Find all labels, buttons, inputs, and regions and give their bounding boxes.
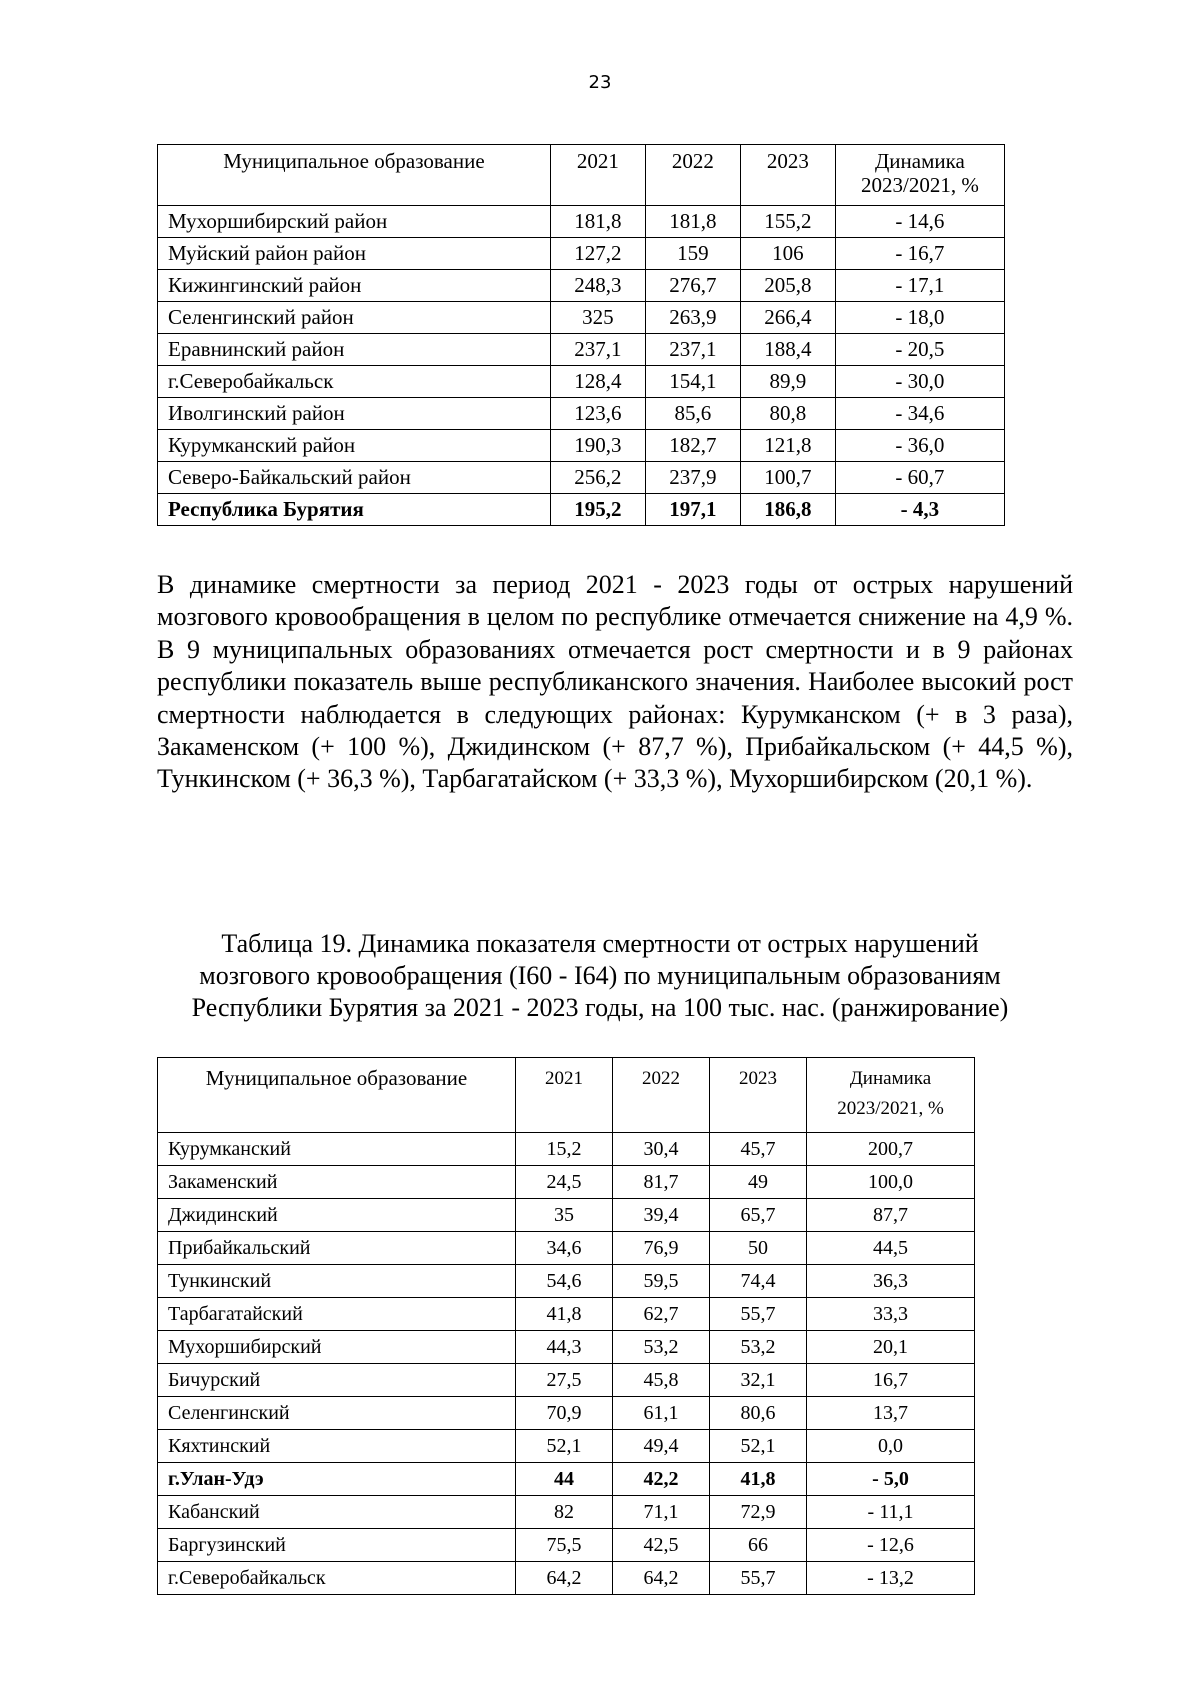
cell-value: 74,4 xyxy=(710,1265,807,1298)
cell-municipality: Мухоршибирский xyxy=(158,1331,516,1364)
cell-value: 190,3 xyxy=(550,430,645,462)
cell-dynamics: - 16,7 xyxy=(835,238,1004,270)
cell-value: 34,6 xyxy=(516,1232,613,1265)
cell-municipality: Еравнинский район xyxy=(158,334,551,366)
cell-value: 50 xyxy=(710,1232,807,1265)
header-dynamics xyxy=(835,145,1004,206)
cell-dynamics: - 18,0 xyxy=(835,302,1004,334)
cell-municipality: Селенгинский район xyxy=(158,302,551,334)
cell-value: 237,9 xyxy=(645,462,740,494)
cell-value: 72,9 xyxy=(710,1496,807,1529)
cell-dynamics: - 36,0 xyxy=(835,430,1004,462)
cell-municipality: Кижингинский район xyxy=(158,270,551,302)
cell-value: 276,7 xyxy=(645,270,740,302)
caption-line-3: Республики Бурятия за 2021 - 2023 годы, на 100 тыс. нас. (ранжирование) xyxy=(191,993,1009,1022)
header-dynamics-line2: 2023/2021, % xyxy=(837,1098,944,1120)
cell-value: 70,9 xyxy=(516,1397,613,1430)
cell-value: 127,2 xyxy=(550,238,645,270)
cell-value: 89,9 xyxy=(740,366,835,398)
cell-dynamics: 13,7 xyxy=(807,1397,975,1430)
cell-value: 80,8 xyxy=(740,398,835,430)
cell-value: 155,2 xyxy=(740,206,835,238)
cell-dynamics: - 13,2 xyxy=(807,1562,975,1595)
cell-value: 39,4 xyxy=(613,1199,710,1232)
cell-municipality: Северо-Байкальский район xyxy=(158,462,551,494)
page-number: 23 xyxy=(588,72,612,93)
table-row xyxy=(158,1463,975,1496)
cell-value: 85,6 xyxy=(645,398,740,430)
cell-dynamics: 16,7 xyxy=(807,1364,975,1397)
table-header-row xyxy=(158,1058,975,1133)
cell-municipality: г.Улан-Удэ xyxy=(158,1463,516,1496)
cell-value: 266,4 xyxy=(740,302,835,334)
header-2023: 2023 xyxy=(740,145,835,206)
cell-dynamics: 87,7 xyxy=(807,1199,975,1232)
cell-value: 54,6 xyxy=(516,1265,613,1298)
header-2021: 2021 xyxy=(516,1058,613,1133)
cell-municipality: Курумканский xyxy=(158,1133,516,1166)
cell-value: 80,6 xyxy=(710,1397,807,1430)
table-row xyxy=(158,1496,975,1529)
header-dynamics-line2: 2023/2021, % xyxy=(860,173,979,198)
header-dynamics xyxy=(807,1058,975,1133)
cell-value: 55,7 xyxy=(710,1562,807,1595)
cell-municipality: Мухоршибирский район xyxy=(158,206,551,238)
cell-dynamics: - 20,5 xyxy=(835,334,1004,366)
cell-value: 248,3 xyxy=(550,270,645,302)
table-header-row xyxy=(158,145,1005,206)
cell-value: 197,1 xyxy=(645,494,740,526)
cell-value: 181,8 xyxy=(550,206,645,238)
cell-value: 186,8 xyxy=(740,494,835,526)
cell-value: 75,5 xyxy=(516,1529,613,1562)
cell-value: 65,7 xyxy=(710,1199,807,1232)
cell-value: 45,7 xyxy=(710,1133,807,1166)
cell-municipality: Тункинский xyxy=(158,1265,516,1298)
header-municipality: Муниципальное образование xyxy=(158,1058,516,1133)
body-paragraph: В динамике смертности за период 2021 - 2023 годы от острых нарушений мозгового кровообращения в целом по республике отмечается снижение на 4,9 %. В 9 муниципальных образованиях отмечается рост смертности и в 9 районах республики показатель выше республиканского значения. Наиболее высокий рост смертности наблюдается в следующих районах: Курумканском (+ в 3 раза), Закаменском (+ 100 %), Джидинском (+ 87,7 %), Прибайкальском (+ 44,5 %), Тункинском (+ 36,3 %), Тарбагатайском (+ 33,3 %), Мухоршибирском (20,1 %). xyxy=(157,570,1073,794)
cell-dynamics: - 4,3 xyxy=(835,494,1004,526)
cell-municipality: Муйский район район xyxy=(158,238,551,270)
cell-value: 41,8 xyxy=(710,1463,807,1496)
cell-value: 42,2 xyxy=(613,1463,710,1496)
cell-value: 61,1 xyxy=(613,1397,710,1430)
cell-dynamics: 100,0 xyxy=(807,1166,975,1199)
cell-municipality: Закаменский xyxy=(158,1166,516,1199)
cell-municipality: г.Северобайкальск xyxy=(158,366,551,398)
cell-value: 49,4 xyxy=(613,1430,710,1463)
cell-value: 82 xyxy=(516,1496,613,1529)
cell-municipality: Бичурский xyxy=(158,1364,516,1397)
cell-value: 64,2 xyxy=(613,1562,710,1595)
cell-value: 24,5 xyxy=(516,1166,613,1199)
cell-municipality: Кабанский xyxy=(158,1496,516,1529)
table-row xyxy=(158,430,1005,462)
cell-value: 123,6 xyxy=(550,398,645,430)
cell-municipality: Баргузинский xyxy=(158,1529,516,1562)
cell-municipality: Кяхтинский xyxy=(158,1430,516,1463)
table-row xyxy=(158,398,1005,430)
cell-value: 44 xyxy=(516,1463,613,1496)
table-row xyxy=(158,270,1005,302)
cell-value: 49 xyxy=(710,1166,807,1199)
header-2023: 2023 xyxy=(710,1058,807,1133)
cell-value: 27,5 xyxy=(516,1364,613,1397)
table-row xyxy=(158,238,1005,270)
table-row xyxy=(158,1331,975,1364)
cell-value: 100,7 xyxy=(740,462,835,494)
cell-value: 237,1 xyxy=(645,334,740,366)
cell-value: 121,8 xyxy=(740,430,835,462)
cell-dynamics: - 5,0 xyxy=(807,1463,975,1496)
cell-value: 45,8 xyxy=(613,1364,710,1397)
cell-municipality: Прибайкальский xyxy=(158,1232,516,1265)
cell-municipality: Иволгинский район xyxy=(158,398,551,430)
mortality-table-top xyxy=(157,144,1005,526)
cell-value: 81,7 xyxy=(613,1166,710,1199)
cell-value: 159 xyxy=(645,238,740,270)
table-row xyxy=(158,462,1005,494)
table-row xyxy=(158,366,1005,398)
cell-value: 42,5 xyxy=(613,1529,710,1562)
cell-value: 188,4 xyxy=(740,334,835,366)
cell-value: 32,1 xyxy=(710,1364,807,1397)
table-row xyxy=(158,1133,975,1166)
table-row xyxy=(158,206,1005,238)
header-2022: 2022 xyxy=(645,145,740,206)
cell-value: 53,2 xyxy=(710,1331,807,1364)
cell-municipality: Курумканский район xyxy=(158,430,551,462)
cell-dynamics: - 11,1 xyxy=(807,1496,975,1529)
caption-line-2: мозгового кровообращения (I60 - I64) по муниципальным образованиям xyxy=(199,961,1001,990)
mortality-ranking-table xyxy=(157,1057,975,1595)
cell-value: 237,1 xyxy=(550,334,645,366)
cell-value: 66 xyxy=(710,1529,807,1562)
cell-value: 71,1 xyxy=(613,1496,710,1529)
table-row xyxy=(158,1166,975,1199)
cell-value: 76,9 xyxy=(613,1232,710,1265)
cell-value: 64,2 xyxy=(516,1562,613,1595)
table-row xyxy=(158,1265,975,1298)
table-row xyxy=(158,1232,975,1265)
table-row xyxy=(158,1364,975,1397)
cell-dynamics: 44,5 xyxy=(807,1232,975,1265)
cell-value: 325 xyxy=(550,302,645,334)
cell-value: 41,8 xyxy=(516,1298,613,1331)
caption-line-1: Таблица 19. Динамика показателя смертности от острых нарушений xyxy=(221,929,979,958)
cell-value: 62,7 xyxy=(613,1298,710,1331)
cell-dynamics: 33,3 xyxy=(807,1298,975,1331)
cell-dynamics: - 60,7 xyxy=(835,462,1004,494)
cell-dynamics: - 17,1 xyxy=(835,270,1004,302)
cell-value: 55,7 xyxy=(710,1298,807,1331)
cell-dynamics: 20,1 xyxy=(807,1331,975,1364)
cell-dynamics: - 30,0 xyxy=(835,366,1004,398)
cell-municipality: Джидинский xyxy=(158,1199,516,1232)
cell-value: 205,8 xyxy=(740,270,835,302)
cell-municipality: г.Северобайкальск xyxy=(158,1562,516,1595)
cell-value: 15,2 xyxy=(516,1133,613,1166)
cell-dynamics: - 34,6 xyxy=(835,398,1004,430)
cell-value: 52,1 xyxy=(710,1430,807,1463)
cell-value: 181,8 xyxy=(645,206,740,238)
table-row xyxy=(158,1562,975,1595)
header-2022: 2022 xyxy=(613,1058,710,1133)
cell-dynamics: 36,3 xyxy=(807,1265,975,1298)
header-dynamics-line1: Динамика xyxy=(849,1068,932,1089)
cell-value: 52,1 xyxy=(516,1430,613,1463)
cell-value: 195,2 xyxy=(550,494,645,526)
header-2021: 2021 xyxy=(550,145,645,206)
cell-value: 59,5 xyxy=(613,1265,710,1298)
cell-value: 128,4 xyxy=(550,366,645,398)
cell-dynamics: - 14,6 xyxy=(835,206,1004,238)
table-caption xyxy=(130,928,1070,1024)
cell-dynamics: - 12,6 xyxy=(807,1529,975,1562)
cell-municipality: Селенгинский xyxy=(158,1397,516,1430)
cell-value: 106 xyxy=(740,238,835,270)
cell-dynamics: 0,0 xyxy=(807,1430,975,1463)
table-row xyxy=(158,1529,975,1562)
cell-municipality: Тарбагатайский xyxy=(158,1298,516,1331)
cell-value: 30,4 xyxy=(613,1133,710,1166)
cell-value: 53,2 xyxy=(613,1331,710,1364)
table-row xyxy=(158,334,1005,366)
cell-value: 44,3 xyxy=(516,1331,613,1364)
table-row xyxy=(158,1430,975,1463)
cell-dynamics: 200,7 xyxy=(807,1133,975,1166)
cell-value: 263,9 xyxy=(645,302,740,334)
cell-value: 182,7 xyxy=(645,430,740,462)
table-row xyxy=(158,1199,975,1232)
table-row xyxy=(158,302,1005,334)
cell-value: 154,1 xyxy=(645,366,740,398)
cell-municipality: Республика Бурятия xyxy=(158,494,551,526)
table-total-row xyxy=(158,494,1005,526)
table-row xyxy=(158,1298,975,1331)
table-row xyxy=(158,1397,975,1430)
header-dynamics-line1: Динамика xyxy=(874,149,965,173)
cell-value: 35 xyxy=(516,1199,613,1232)
header-municipality: Муниципальное образование xyxy=(158,145,551,206)
cell-value: 256,2 xyxy=(550,462,645,494)
